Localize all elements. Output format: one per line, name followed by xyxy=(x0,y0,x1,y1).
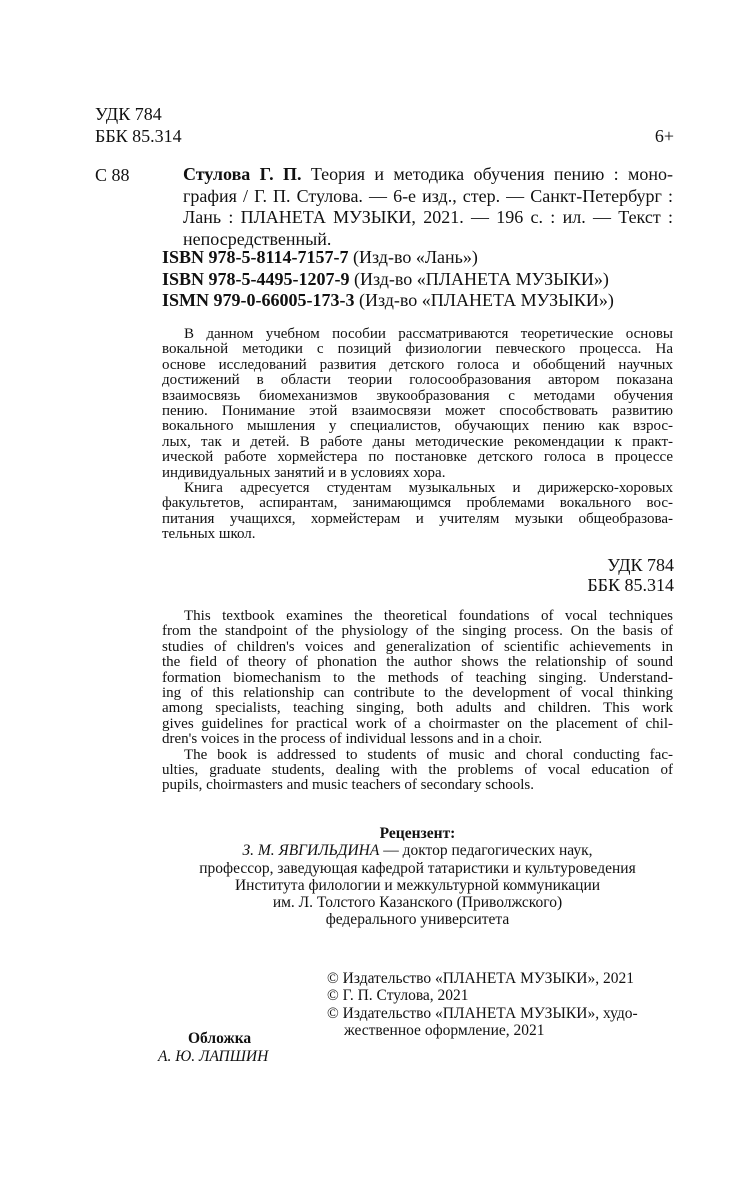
udk-code: УДК 784 xyxy=(95,104,162,124)
annotation-line: достижений в области теории голосообразования автором показана xyxy=(162,372,673,389)
age-rating: 6+ xyxy=(654,126,674,146)
annotation-line: В данном учебном пособии рассматриваются теоретические основы xyxy=(184,326,673,342)
annotation-line: from the standpoint of the physiology of the singing process. On the basis of xyxy=(162,623,673,640)
bibliographic-description xyxy=(183,164,673,250)
udk-bbk-right xyxy=(587,555,674,595)
annotation-line: dren's voices in the process of individual lessons and in a choir. xyxy=(162,731,543,748)
cover-designer: А. Ю. ЛАПШИН xyxy=(158,1048,269,1065)
annotation-line: among specialists, teaching singing, both adults and children. This work xyxy=(162,700,673,717)
annotation-line: питания учащихся, хормейстерам и учителям музыки общеобразова- xyxy=(162,510,673,527)
author-code: С 88 xyxy=(95,165,130,185)
isbn-publisher: (Изд-во «ПЛАНЕТА МУЗЫКИ») xyxy=(358,290,614,310)
annotation-line: formation biomechanism to the methods of teaching singing. Understand- xyxy=(162,669,673,686)
bbk-code: ББК 85.314 xyxy=(95,126,182,146)
annotation-line: факультетов, аспирантам, занимающимся проблемами вокального вос- xyxy=(162,495,673,512)
reviewer-block xyxy=(162,825,673,929)
annotation-line: ulties, graduate students, dealing with the problems of vocal education of xyxy=(162,762,673,779)
annotation-line: the field of theory of phonation the author shows the relationship of sound xyxy=(162,654,673,671)
isbn-line xyxy=(162,247,614,269)
isbn-publisher: (Изд-во «Лань») xyxy=(353,247,478,267)
annotation-line: The book is addressed to students of music and choral conducting fac- xyxy=(184,746,673,763)
annotation-line: вокальной методики с позиций физиологии певческого процесса. На xyxy=(162,341,673,358)
annotation-english xyxy=(162,609,673,794)
isbn-block xyxy=(162,247,614,312)
annotation-line: gives guidelines for practical work of a choirmaster on the placement of chil- xyxy=(162,715,673,732)
annotation-line: ической работе хормейстера по постановке детского голоса в процессе xyxy=(162,449,673,466)
cover-heading: Обложка xyxy=(188,1030,252,1047)
isbn-line xyxy=(162,269,614,291)
annotation-line: ing of this relationship can contribute to the development of vocal thinking xyxy=(162,685,673,702)
reviewer-line-3: Института филологии и межкультурной коммуникации xyxy=(234,876,601,894)
copyright-line: © Г. П. Стулова, 2021 xyxy=(327,987,469,1005)
bbk-code: ББК 85.314 xyxy=(587,575,674,595)
annotation-line: Книга адресуется студентам музыкальных и дирижерско-хоровых xyxy=(184,480,673,497)
biblio-line-4: непосредственный. xyxy=(183,228,332,249)
isbn-number: ISBN 978-5-4495-1207-9 xyxy=(162,268,350,289)
annotation-line: пению. Понимание этой взаимосвязи может способствовать развитию xyxy=(162,403,673,420)
reviewer-line-1: — доктор педагогических наук, xyxy=(383,842,593,860)
annotation-russian xyxy=(162,327,673,543)
biblio-line-2: графия / Г. П. Стулова. — 6-е изд., стер. — Санкт-Петербург : xyxy=(183,185,673,206)
isbn-number: ISBN 978-5-8114-7157-7 xyxy=(162,247,349,267)
isbn-line xyxy=(162,290,614,312)
udk-bbk-top xyxy=(95,103,182,147)
isbn-publisher: (Изд-во «ПЛАНЕТА МУЗЫКИ») xyxy=(354,268,609,289)
reviewer-line-5: федерального университета xyxy=(325,911,510,929)
annotation-line: взаимосвязь биомеханизмов звукообразования с методами обучения xyxy=(162,387,673,404)
reviewer-name: З. М. ЯВГИЛЬДИНА xyxy=(242,842,380,860)
copyright-line: © Издательство «ПЛАНЕТА МУЗЫКИ», 2021 xyxy=(327,970,634,987)
annotation-line: This textbook examines the theoretical foundations of vocal techniques xyxy=(184,608,673,624)
annotation-line: основе исследований развития детского голоса и обобщений научных xyxy=(162,356,673,373)
annotation-line: studies of children's voices and generalization of scientific achievements in xyxy=(162,638,673,655)
cover-credit xyxy=(158,1030,268,1066)
annotation-line: тельных школ. xyxy=(162,526,256,543)
reviewer-line-4: им. Л. Толстого Казанского (Приволжского) xyxy=(272,894,563,912)
annotation-line: pupils, choirmasters and music teachers of secondary schools. xyxy=(162,777,534,794)
biblio-line-1: Теория и методика обучения пению : моно- xyxy=(310,164,674,184)
author-name: Стулова Г. П. xyxy=(183,164,302,184)
annotation-line: лых, так и детей. В работе даны методические рекомендации к практ- xyxy=(162,433,673,450)
udk-code: УДК 784 xyxy=(607,555,674,575)
copyright-line: © Издательство «ПЛАНЕТА МУЗЫКИ», худо- xyxy=(327,1004,638,1022)
reviewer-heading: Рецензент: xyxy=(379,825,456,842)
copyright-block xyxy=(327,970,638,1039)
biblio-line-3: Лань : ПЛАНЕТА МУЗЫКИ, 2021. — 196 с. : ил. — Текст : xyxy=(183,207,673,227)
copyright-line: жественное оформление, 2021 xyxy=(344,1021,545,1039)
annotation-line: индивидуальных занятий и в условиях хора. xyxy=(162,464,446,481)
isbn-number: ISMN 979-0-66005-173-3 xyxy=(162,290,355,310)
annotation-line: вокального мышления у специалистов, обучающих пению как взрос- xyxy=(162,418,673,435)
reviewer-line-2: профессор, заведующая кафедрой татаристики и культуроведения xyxy=(199,859,636,877)
